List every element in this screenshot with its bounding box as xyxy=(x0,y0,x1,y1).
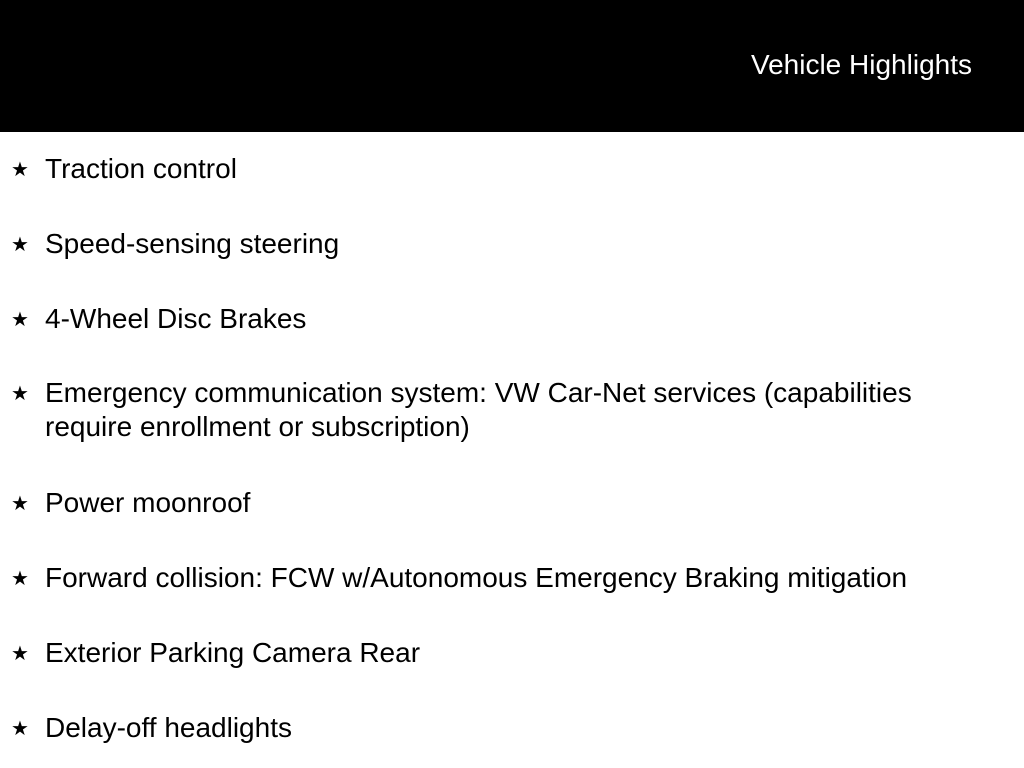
star-icon: ★ xyxy=(11,718,29,740)
list-item-label: Emergency communication system: VW Car-Net services (capabilities require enrollment or subscription) xyxy=(45,377,912,442)
star-icon: ★ xyxy=(11,568,29,590)
list-item-label: Exterior Parking Camera Rear xyxy=(45,637,421,668)
list-item-label: Traction control xyxy=(45,153,237,184)
list-item-label: Delay-off headlights xyxy=(45,712,292,743)
list-item-label: Power moonroof xyxy=(45,487,251,518)
star-icon: ★ xyxy=(11,159,29,181)
star-icon: ★ xyxy=(11,383,29,405)
list-item-label: Speed-sensing steering xyxy=(45,228,340,259)
star-icon: ★ xyxy=(11,234,29,256)
list-item-label: Forward collision: FCW w/Autonomous Emergency Braking mitigation xyxy=(45,562,908,593)
header-bar xyxy=(0,0,1024,132)
star-icon: ★ xyxy=(11,493,29,515)
page-title: Vehicle Highlights xyxy=(750,49,972,80)
list-item-label: 4-Wheel Disc Brakes xyxy=(45,303,307,334)
star-icon: ★ xyxy=(11,309,29,331)
star-icon: ★ xyxy=(11,643,29,665)
